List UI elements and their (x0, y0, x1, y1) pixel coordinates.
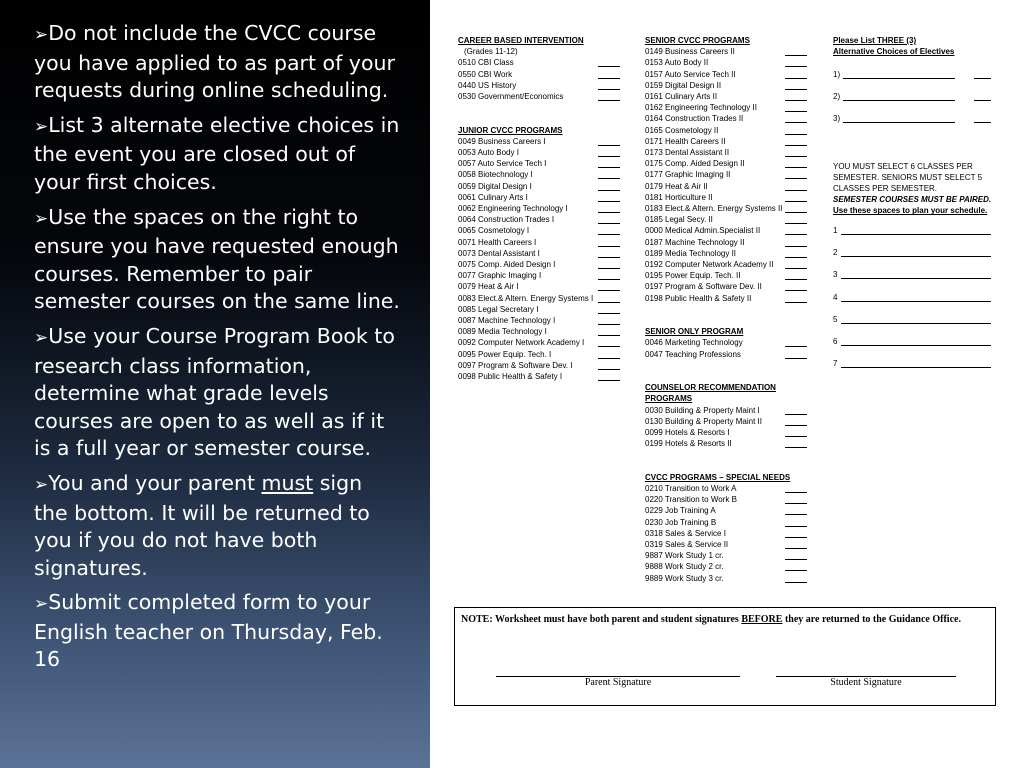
course-label: 0230 Job Training B (645, 517, 717, 527)
course-label: 0440 US History (458, 80, 517, 90)
course-row (645, 528, 815, 539)
course-row (645, 113, 815, 124)
course-check-blank[interactable] (598, 147, 620, 157)
arrow-bullet-icon: ➢ (34, 116, 49, 137)
course-check-blank[interactable] (785, 225, 807, 235)
course-label: 0053 Auto Body I (458, 148, 519, 157)
course-check-blank[interactable] (785, 181, 807, 191)
schedule-line-number: 1 (833, 225, 838, 235)
course-label: 0062 Engineering Technology I (458, 204, 568, 214)
bullet-3: ➢Use the spaces on the right to ensure you have requested enough courses. Remember to pair semester courses on the same line. (34, 204, 400, 314)
senior-cvcc-title: SENIOR CVCC PROGRAMS (645, 36, 750, 45)
course-row (458, 337, 638, 348)
schedule-line[interactable] (833, 358, 1008, 380)
course-label: 0175 Comp. Aided Design II (645, 159, 745, 169)
course-row (458, 270, 638, 281)
counselor-title-1: COUNSELOR RECOMMENDATION (645, 383, 776, 393)
course-row (458, 136, 638, 147)
course-label: 0098 Public Health & Safety I (458, 372, 563, 382)
course-check-blank[interactable] (598, 326, 620, 336)
course-row (458, 237, 638, 248)
course-row (645, 561, 815, 572)
course-row (645, 550, 815, 561)
course-label: 0030 Building & Property Maint I (645, 405, 760, 415)
course-check-blank[interactable] (785, 237, 807, 247)
course-row (458, 248, 638, 259)
course-row (458, 315, 638, 326)
counselor-list (645, 405, 815, 450)
course-label: 0179 Heat & Air II (645, 181, 708, 191)
schedule-line-number: 7 (833, 359, 838, 369)
schedule-blank[interactable] (841, 336, 991, 346)
elective-line-3[interactable]: 3) (833, 113, 1008, 135)
electives-title-2: Alternative Choices of Electives (833, 47, 955, 57)
career-based-subtitle: (Grades 11-12) (464, 47, 518, 57)
course-check-blank[interactable] (598, 181, 620, 191)
junior-cvcc-list (458, 136, 638, 382)
arrow-bullet-icon: ➢ (34, 208, 49, 229)
course-label: 0530 Government/Economics (458, 92, 564, 102)
course-check-blank[interactable] (598, 57, 620, 67)
schedule-line-number: 5 (833, 314, 838, 324)
course-check-blank[interactable] (785, 416, 807, 426)
schedule-note-1: YOU MUST SELECT 6 CLASSES PER (833, 161, 973, 171)
course-check-blank[interactable] (785, 57, 807, 67)
course-row (645, 573, 815, 584)
course-check-blank[interactable] (598, 270, 620, 280)
course-check-blank[interactable] (598, 158, 620, 168)
bullet-1: ➢Do not include the CVCC course you have applied to as part of your requests during online scheduling. (34, 21, 395, 103)
course-check-blank[interactable] (785, 505, 807, 515)
course-row (458, 69, 638, 80)
course-check-blank[interactable] (785, 125, 807, 135)
course-label: 0130 Building & Property Maint II (645, 416, 762, 426)
note-text: NOTE: Worksheet must have both parent and student signatures BEFORE they are returned to the Guidance Office. (461, 614, 961, 625)
course-row (458, 214, 638, 225)
course-check-blank[interactable] (598, 281, 620, 291)
course-check-blank[interactable] (785, 494, 807, 504)
senior-cvcc-list (645, 46, 815, 304)
special-needs-list (645, 483, 815, 584)
course-row (458, 169, 638, 180)
course-check-blank[interactable] (598, 259, 620, 269)
course-check-blank[interactable] (598, 293, 620, 303)
course-row (645, 494, 815, 505)
instructions-panel (0, 0, 430, 768)
course-label: 0149 Business Careers II (645, 47, 735, 57)
course-label: 0092 Computer Network Academy I (458, 338, 585, 348)
course-label: 0153 Auto Body II (645, 58, 709, 68)
course-label: 0065 Cosmetology I (458, 226, 530, 236)
career-based-title: CAREER BASED INTERVENTION (458, 36, 584, 45)
course-label: 0165 Cosmetology II (645, 125, 719, 135)
course-check-blank[interactable] (785, 550, 807, 560)
course-row (645, 214, 815, 225)
course-row (645, 293, 815, 304)
course-label: 9887 Work Study 1 cr. (645, 551, 724, 561)
course-row (645, 80, 815, 91)
course-row (645, 517, 815, 528)
column-2 (645, 35, 815, 584)
course-check-blank[interactable] (785, 573, 807, 583)
column-3 (833, 35, 1008, 381)
course-check-blank[interactable] (785, 113, 807, 123)
parent-signature-label: Parent Signature (584, 677, 652, 688)
course-row (645, 248, 815, 259)
course-label: 0073 Dental Assistant I (458, 248, 540, 258)
course-check-blank[interactable] (785, 91, 807, 101)
schedule-blank[interactable] (841, 269, 991, 279)
course-label: 0087 Machine Technology I (458, 316, 556, 326)
bullet-6: ➢Submit completed form to your English teacher on Thursday, Feb. 16 (34, 590, 383, 672)
schedule-blank[interactable] (841, 225, 991, 235)
course-label: 0187 Machine Technology II (645, 237, 745, 247)
course-check-blank[interactable] (785, 281, 807, 291)
course-row (645, 405, 815, 416)
course-check-blank[interactable] (785, 46, 807, 56)
course-check-blank[interactable] (785, 203, 807, 213)
course-label: 0177 Graphic Imaging II (645, 170, 731, 180)
course-check-blank[interactable] (785, 169, 807, 179)
course-check-blank[interactable] (785, 349, 807, 359)
course-label: 0046 Marketing Technology (645, 338, 743, 348)
note-box (454, 607, 996, 706)
senior-only-list (645, 337, 815, 359)
course-check-blank[interactable] (598, 349, 620, 359)
elective-line-1[interactable]: 1) (833, 69, 1008, 91)
course-label: 0510 CBI Class (458, 58, 514, 68)
course-row (645, 225, 815, 236)
course-row (458, 371, 638, 382)
course-label: 0161 Culinary Arts II (645, 92, 718, 102)
course-check-blank[interactable] (785, 69, 807, 79)
course-check-blank[interactable] (785, 337, 807, 347)
course-row (645, 203, 815, 214)
course-row (458, 158, 638, 169)
course-row (645, 181, 815, 192)
course-label: 9889 Work Study 3 cr. (645, 573, 724, 583)
course-row (458, 293, 638, 304)
schedule-line[interactable] (833, 225, 1008, 247)
course-check-blank[interactable] (598, 214, 620, 224)
course-row (645, 158, 815, 169)
course-label: 0220 Transition to Work B (645, 495, 737, 505)
schedule-line-number: 4 (833, 292, 838, 302)
course-row (458, 360, 638, 371)
course-row (645, 337, 815, 348)
bullet-2: ➢List 3 alternate elective choices in the event you are closed out of your first choices. (34, 112, 400, 194)
course-check-blank[interactable] (785, 528, 807, 538)
course-check-blank[interactable] (785, 102, 807, 112)
course-row (645, 125, 815, 136)
course-check-blank[interactable] (785, 136, 807, 146)
course-label: 0189 Media Technology II (645, 248, 737, 258)
course-check-blank[interactable] (785, 405, 807, 415)
course-row (645, 237, 815, 248)
course-check-blank[interactable] (785, 147, 807, 157)
course-row (458, 259, 638, 270)
student-signature[interactable] (776, 676, 956, 688)
course-row (645, 147, 815, 158)
course-check-blank[interactable] (785, 192, 807, 202)
course-row (458, 181, 638, 192)
course-label: 0079 Heat & Air I (458, 282, 519, 292)
course-label: 0064 Construction Trades I (458, 215, 555, 225)
course-selection-form (430, 0, 1024, 768)
course-label: 0059 Digital Design I (458, 181, 532, 191)
course-check-blank[interactable] (598, 136, 620, 146)
course-row (458, 225, 638, 236)
course-label: 0550 CBI Work (458, 69, 513, 79)
course-row (645, 427, 815, 438)
course-label: 0097 Program & Software Dev. I (458, 360, 573, 370)
elective-line-2[interactable]: 2) (833, 91, 1008, 113)
course-row (458, 57, 638, 68)
course-label: 0157 Auto Service Tech II (645, 69, 736, 79)
course-label: 0077 Graphic Imaging I (458, 271, 542, 281)
course-check-blank[interactable] (785, 438, 807, 448)
course-row (458, 304, 638, 315)
course-check-blank[interactable] (598, 91, 620, 101)
course-check-blank[interactable] (785, 561, 807, 571)
schedule-blank[interactable] (841, 314, 991, 324)
course-check-blank[interactable] (598, 304, 620, 314)
schedule-blank[interactable] (841, 247, 991, 257)
course-label: 0185 Legal Secy. II (645, 215, 713, 225)
electives-title-1: Please List THREE (3) (833, 36, 917, 45)
course-check-blank[interactable] (785, 270, 807, 280)
schedule-lines (833, 225, 1008, 381)
course-label: 0171 Health Careers II (645, 136, 726, 146)
course-row (645, 539, 815, 550)
career-based-list (458, 57, 638, 102)
course-label: 0099 Hotels & Resorts I (645, 428, 730, 438)
schedule-note-2: SEMESTER. SENIORS MUST SELECT 5 (833, 172, 983, 182)
counselor-title-2: PROGRAMS (645, 394, 693, 404)
schedule-line-number: 2 (833, 247, 838, 257)
course-check-blank[interactable] (785, 248, 807, 258)
schedule-line-number: 3 (833, 270, 838, 280)
course-row (645, 438, 815, 449)
course-check-blank[interactable] (598, 80, 620, 90)
course-row (645, 416, 815, 427)
bullet-5: ➢You and your parent must sign the bottom. It will be returned to you if you do not have both signatures. (34, 470, 370, 580)
course-label: 0173 Dental Assistant II (645, 148, 730, 158)
course-row (645, 57, 815, 68)
schedule-line[interactable] (833, 292, 1008, 314)
course-row (645, 349, 815, 360)
course-label: 0197 Program & Software Dev. II (645, 282, 762, 292)
course-row (458, 91, 638, 102)
course-check-blank[interactable] (598, 69, 620, 79)
course-row (645, 281, 815, 292)
course-label: 0195 Power Equip. Tech. II (645, 271, 741, 281)
schedule-note-3: CLASSES PER SEMESTER. (833, 184, 938, 193)
course-label: 0071 Health Careers I (458, 237, 537, 247)
course-check-blank[interactable] (785, 80, 807, 90)
course-row (645, 69, 815, 80)
course-label: 0199 Hotels & Resorts II (645, 439, 732, 449)
bullet-4: ➢Use your Course Program Book to research class information, determine what grade levels courses are open to as well as if it is a full year or semester course. (34, 323, 395, 461)
course-row (458, 80, 638, 91)
course-label: 0085 Legal Secretary I (458, 304, 539, 314)
senior-only-title: SENIOR ONLY PROGRAM (645, 327, 744, 337)
course-label: 0083 Elect.& Altern. Energy Systems I (458, 293, 594, 303)
parent-signature[interactable] (496, 676, 740, 688)
course-label: 0000 Medical Admin.Specialist II (645, 226, 761, 236)
special-needs-title: CVCC PROGRAMS – SPECIAL NEEDS (645, 472, 791, 482)
course-label: 0210 Transition to Work A (645, 484, 737, 494)
course-label: 0319 Sales & Service II (645, 540, 729, 550)
course-label: 0047 Teaching Professions (645, 349, 741, 359)
course-row (645, 169, 815, 180)
course-row (645, 46, 815, 57)
course-check-blank[interactable] (598, 203, 620, 213)
course-row (645, 270, 815, 281)
course-label: 0181 Horticulture II (645, 192, 713, 202)
course-check-blank[interactable] (598, 371, 620, 381)
student-signature-label: Student Signature (830, 677, 902, 688)
course-row (458, 349, 638, 360)
course-check-blank[interactable] (785, 517, 807, 527)
arrow-bullet-icon: ➢ (34, 327, 49, 348)
course-check-blank[interactable] (785, 427, 807, 437)
course-label: 0164 Construction Trades II (645, 114, 744, 124)
course-label: 0057 Auto Service Tech I (458, 159, 547, 169)
course-label: 0162 Engineering Technology II (645, 103, 757, 113)
course-label: 0229 Job Training A (645, 506, 716, 516)
course-row (645, 483, 815, 494)
schedule-note-5: Use these spaces to plan your schedule. (833, 206, 988, 216)
course-row (458, 192, 638, 203)
course-check-blank[interactable] (598, 237, 620, 247)
course-label: 0061 Culinary Arts I (458, 192, 528, 202)
course-label: 0159 Digital Design II (645, 80, 722, 90)
course-label: 0183 Elect.& Altern. Energy Systems II (645, 204, 783, 214)
arrow-bullet-icon: ➢ (34, 594, 49, 615)
course-check-blank[interactable] (785, 158, 807, 168)
course-row (645, 136, 815, 147)
course-check-blank[interactable] (785, 483, 807, 493)
course-check-blank[interactable] (785, 293, 807, 303)
course-row (645, 192, 815, 203)
schedule-line[interactable] (833, 269, 1008, 291)
course-label: 0075 Comp. Aided Design I (458, 260, 556, 270)
course-row (458, 203, 638, 214)
course-label: 9888 Work Study 2 cr. (645, 562, 724, 572)
course-row (458, 326, 638, 337)
course-check-blank[interactable] (598, 337, 620, 347)
schedule-line[interactable] (833, 336, 1008, 358)
course-check-blank[interactable] (785, 214, 807, 224)
course-label: 0058 Biotechnology I (458, 170, 533, 180)
schedule-note-4: SEMESTER COURSES MUST BE PAIRED. (833, 195, 992, 205)
course-check-blank[interactable] (598, 315, 620, 325)
course-label: 0095 Power Equip. Tech. I (458, 349, 552, 359)
course-label: 0198 Public Health & Safety II (645, 293, 752, 303)
arrow-bullet-icon: ➢ (34, 474, 49, 495)
course-label: 0318 Sales & Service I (645, 528, 726, 538)
course-check-blank[interactable] (598, 192, 620, 202)
schedule-line[interactable] (833, 247, 1008, 269)
course-check-blank[interactable] (785, 539, 807, 549)
schedule-blank[interactable] (841, 358, 991, 368)
schedule-line[interactable] (833, 314, 1008, 336)
course-row (645, 91, 815, 102)
course-row (458, 147, 638, 158)
course-label: 0192 Computer Network Academy II (645, 260, 774, 270)
course-check-blank[interactable] (598, 169, 620, 179)
course-check-blank[interactable] (598, 360, 620, 370)
column-1 (458, 35, 638, 382)
course-row (645, 102, 815, 113)
course-check-blank[interactable] (598, 248, 620, 258)
arrow-bullet-icon: ➢ (34, 25, 49, 45)
junior-cvcc-title: JUNIOR CVCC PROGRAMS (458, 125, 563, 135)
course-check-blank[interactable] (598, 225, 620, 235)
course-label: 0049 Business Careers I (458, 136, 546, 146)
course-row (645, 505, 815, 516)
course-label: 0089 Media Technology I (458, 327, 547, 337)
course-row (645, 259, 815, 270)
course-row (458, 281, 638, 292)
schedule-line-number: 6 (833, 337, 838, 347)
course-check-blank[interactable] (785, 259, 807, 269)
schedule-blank[interactable] (841, 292, 991, 302)
